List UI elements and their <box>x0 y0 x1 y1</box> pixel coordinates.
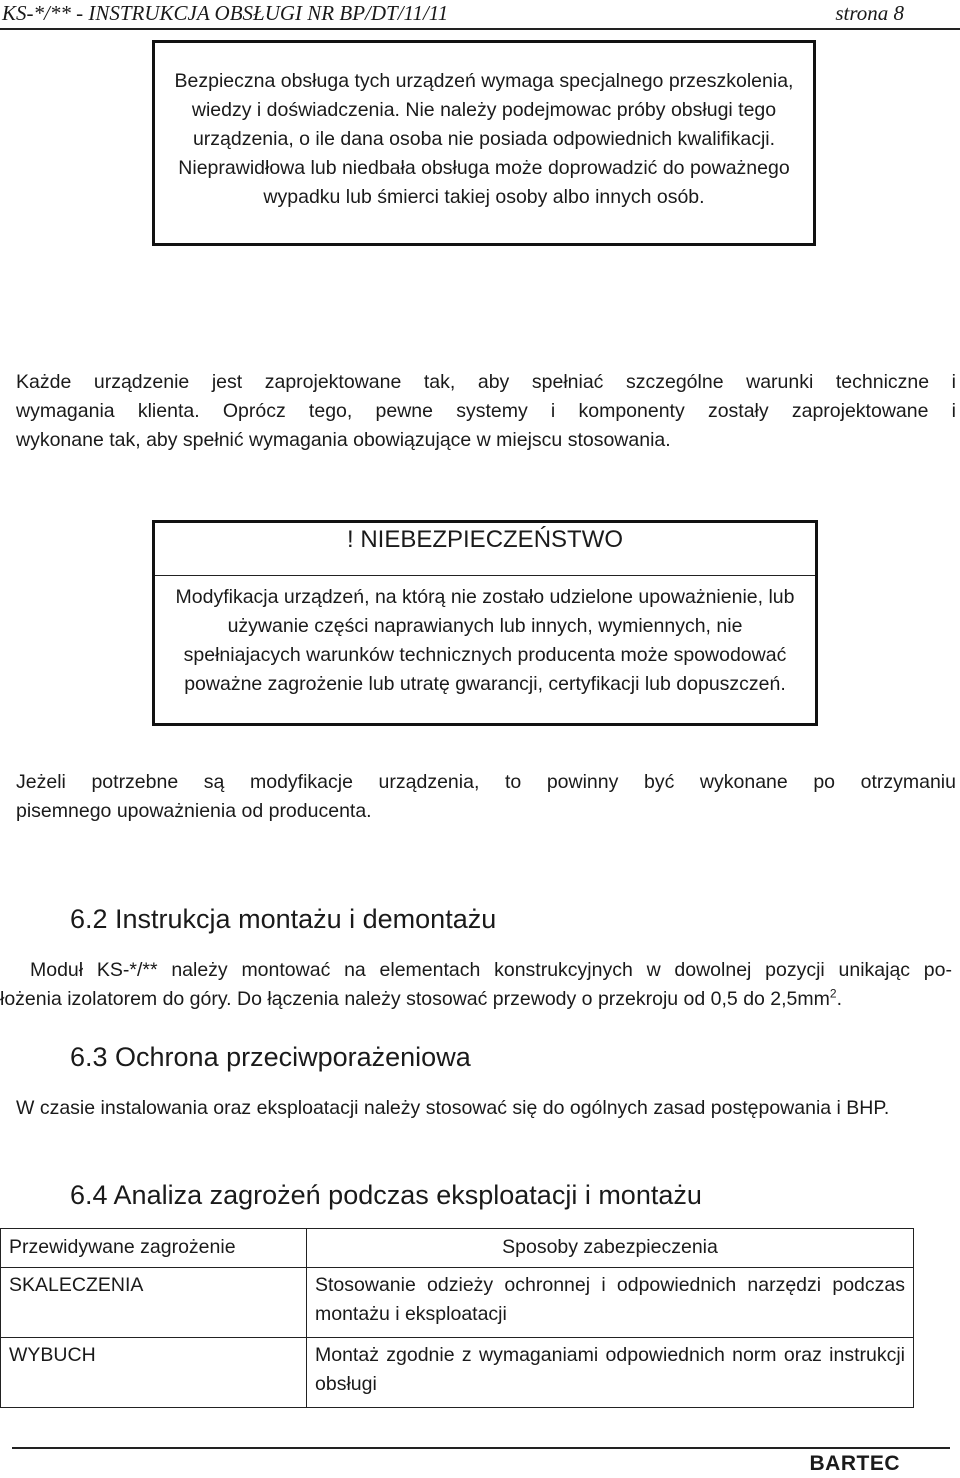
paragraph-line: wymagania klienta. Oprócz tego, pewne systemy i komponenty zostały zaprojektowane i <box>16 400 956 422</box>
danger-divider <box>155 575 815 576</box>
paragraph-line: Jeżeli potrzebne są modyfikacje urządzenia, to powinny być wykonane po otrzymaniu <box>16 771 956 793</box>
mounting-paragraph <box>0 956 952 1014</box>
shock-protection-paragraph: W czasie instalowania oraz eksploatacji należy stosować się do ogólnych zasad postępowania i BHP. <box>16 1097 890 1119</box>
paragraph-line: Moduł KS-*/** należy montować na elementach konstrukcyjnych w dowolnej pozycji unikając po- <box>30 959 952 981</box>
table-row <box>1 1268 914 1338</box>
danger-text: Modyfikacja urządzeń, na którą nie zostało udzielone upoważnienie, lub używanie części naprawianych lub innych, wymiennych, nie spełniajacych warunków technicznych producenta może spowodować poważne zagrożenie lub utratę gwarancji, certyfikacji lub dopuszczeń. <box>175 586 795 695</box>
superscript: 2 <box>829 986 837 1001</box>
table-header-protection: Sposoby zabezpieczenia <box>307 1229 914 1268</box>
header-document-title: KS-*/** - INSTRUKCJA OBSŁUGI NR BP/DT/11/11 <box>2 1 449 25</box>
table-header-row <box>1 1229 914 1268</box>
safety-notice-text: Bezpieczna obsługa tych urządzeń wymaga specjalnego przeszkolenia, wiedzy i doświadczenia. Nie należy podejmowac próby obsługi tego urządzenia, o ile dana osoba nie posiada odpowiednich kwalifikacji. Nieprawidłowa lub niedbała obsługa może doprowadzić do poważnego wypadku lub śmierci takiej osoby albo innych osób. <box>174 70 794 208</box>
section-heading-6-2: 6.2 Instrukcja montażu i demontażu <box>70 904 497 934</box>
hazard-table <box>0 1228 914 1408</box>
brand-logo: BARTEC <box>809 1452 900 1475</box>
danger-box <box>152 520 818 726</box>
table-header-hazard: Przewidywane zagrożenie <box>1 1229 307 1268</box>
modification-paragraph <box>16 768 956 826</box>
header-page-number: strona 8 <box>835 1 904 25</box>
paragraph-line-text: łożenia izolatorem do góry. Do łączenia należy stosować przewody o przekroju od 0,5 do 2,5mm <box>0 988 830 1010</box>
table-cell-hazard: SKALECZENIA <box>1 1268 307 1338</box>
danger-title: ! NIEBEZPIECZEŃSTWO <box>346 526 624 553</box>
table-row <box>1 1338 914 1408</box>
paragraph-line: pisemnego upoważnienia od producenta. <box>16 800 372 822</box>
paragraph-line: Każde urządzenie jest zaprojektowane tak, aby spełniać szczególne warunki techniczne i <box>16 371 956 393</box>
header-divider <box>0 28 960 30</box>
section-heading-6-3: 6.3 Ochrona przeciwporażeniowa <box>70 1042 471 1072</box>
section-heading-6-4: 6.4 Analiza zagrożeń podczas eksploatacji i montażu <box>70 1180 702 1210</box>
table-cell-hazard: WYBUCH <box>1 1338 307 1408</box>
paragraph-line <box>0 985 952 1014</box>
safety-notice-box <box>152 40 816 246</box>
table-cell-protection: Stosowanie odzieży ochronnej i odpowiednich narzędzi podczas montażu i eksploatacji <box>307 1268 914 1338</box>
table-cell-protection: Montaż zgodnie z wymaganiami odpowiednich norm oraz instrukcji obsługi <box>307 1338 914 1408</box>
footer-divider <box>12 1447 950 1449</box>
paragraph-line-end: . <box>836 988 843 1010</box>
design-requirements-paragraph <box>16 368 956 455</box>
paragraph-line: wykonane tak, aby spełnić wymagania obowiązujące w miejscu stosowania. <box>16 429 671 451</box>
